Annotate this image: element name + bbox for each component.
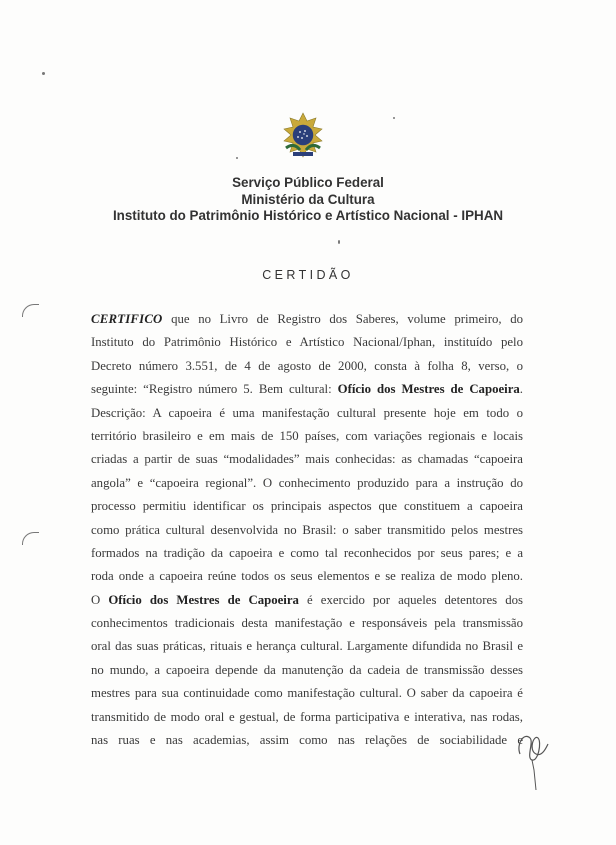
body-line (91, 472, 523, 495)
body-line (91, 402, 523, 425)
body-line (91, 612, 523, 635)
bold-phrase: Ofício dos Mestres de Capoeira (337, 382, 520, 397)
document-title: CERTIDÃO (262, 268, 354, 282)
line-text: mestres para sua continuidade como manifestação cultural. O saber da capoeira é (91, 686, 523, 701)
letterhead-service: Serviço Público Federal (232, 175, 384, 190)
line-text: formados na tradição da capoeira e como tal reconhecidos por seus pares; e a (91, 545, 523, 560)
speck (236, 157, 238, 159)
body-line (91, 682, 523, 705)
brazil-coat-of-arms-icon (280, 112, 326, 158)
body-line (91, 448, 523, 471)
line-text: Decreto número 3.551, de 4 de agosto de 2000, consta à folha 8, verso, o (91, 358, 523, 373)
body-line (91, 729, 523, 752)
line-text: conhecimentos tradicionais desta manifestação e responsáveis pela transmissão (91, 616, 523, 631)
letterhead (0, 175, 616, 225)
line-text: transmitido de modo oral e gestual, de forma participativa e interativa, nas rodas, (91, 709, 523, 724)
line-text: criadas a partir de suas “modalidades” mais conhecidas: as chamadas “capoeira (91, 452, 523, 467)
body-line (91, 635, 523, 658)
body-line (91, 355, 523, 378)
body-line (91, 378, 523, 401)
speck (393, 117, 395, 119)
body-line (91, 659, 523, 682)
line-text: nas ruas e nas academias, assim como nas relações de sociabilidade e (91, 733, 523, 748)
line-text: é exercido por aqueles detentores dos (298, 592, 523, 607)
body-line (91, 331, 523, 354)
certificate-body (91, 308, 523, 752)
line-text: Instituto do Patrimônio Histórico e Artístico Nacional/Iphan, instituído pelo (91, 335, 523, 350)
body-line (91, 308, 523, 331)
line-text: que no Livro de Registro dos Saberes, volume primeiro, do (162, 312, 523, 326)
speck (338, 240, 340, 244)
line-text: roda onde a capoeira reúne todos os seus elementos e se realiza de modo pleno. (91, 569, 523, 584)
line-text: . (519, 382, 523, 397)
body-line (91, 425, 523, 448)
body-line (91, 519, 523, 542)
line-text: processo permitiu identificar os principais aspectos que constituem a capoeira (91, 499, 523, 514)
binding-mark (22, 532, 39, 545)
line-text: seguinte: “Registro número 5. Bem cultural: (91, 382, 338, 397)
line-text: como prática cultural desenvolvida no Brasil: o saber transmitido pelos mestres (91, 522, 523, 537)
line-text: oral das suas práticas, rituais e herança cultural. Largamente difundida no Brasil e (91, 639, 523, 654)
speck (42, 72, 45, 75)
line-text: território brasileiro e em mais de 150 países, com variações regionais e locais (91, 428, 523, 443)
binding-mark (22, 304, 39, 317)
handwritten-signature (512, 724, 552, 792)
body-line (91, 589, 523, 612)
line-text: angola” e “capoeira regional”. O conhecimento produzido para a instrução do (91, 475, 523, 490)
body-line (91, 495, 523, 518)
letterhead-ministry: Ministério da Cultura (241, 191, 375, 207)
line-text: O (91, 592, 109, 607)
letterhead-institute: Instituto do Patrimônio Histórico e Artístico Nacional - IPHAN (112, 208, 504, 223)
body-line (91, 542, 523, 565)
lead-word: CERTIFICO (91, 312, 163, 326)
body-line (91, 565, 523, 588)
line-text: no mundo, a capoeira depende da manutenção da cadeia de transmissão desses (91, 662, 523, 677)
body-line (91, 706, 523, 729)
bold-phrase: Ofício dos Mestres de Capoeira (108, 592, 299, 607)
line-text: Descrição: A capoeira é uma manifestação cultural presente hoje em todo o (91, 405, 523, 420)
